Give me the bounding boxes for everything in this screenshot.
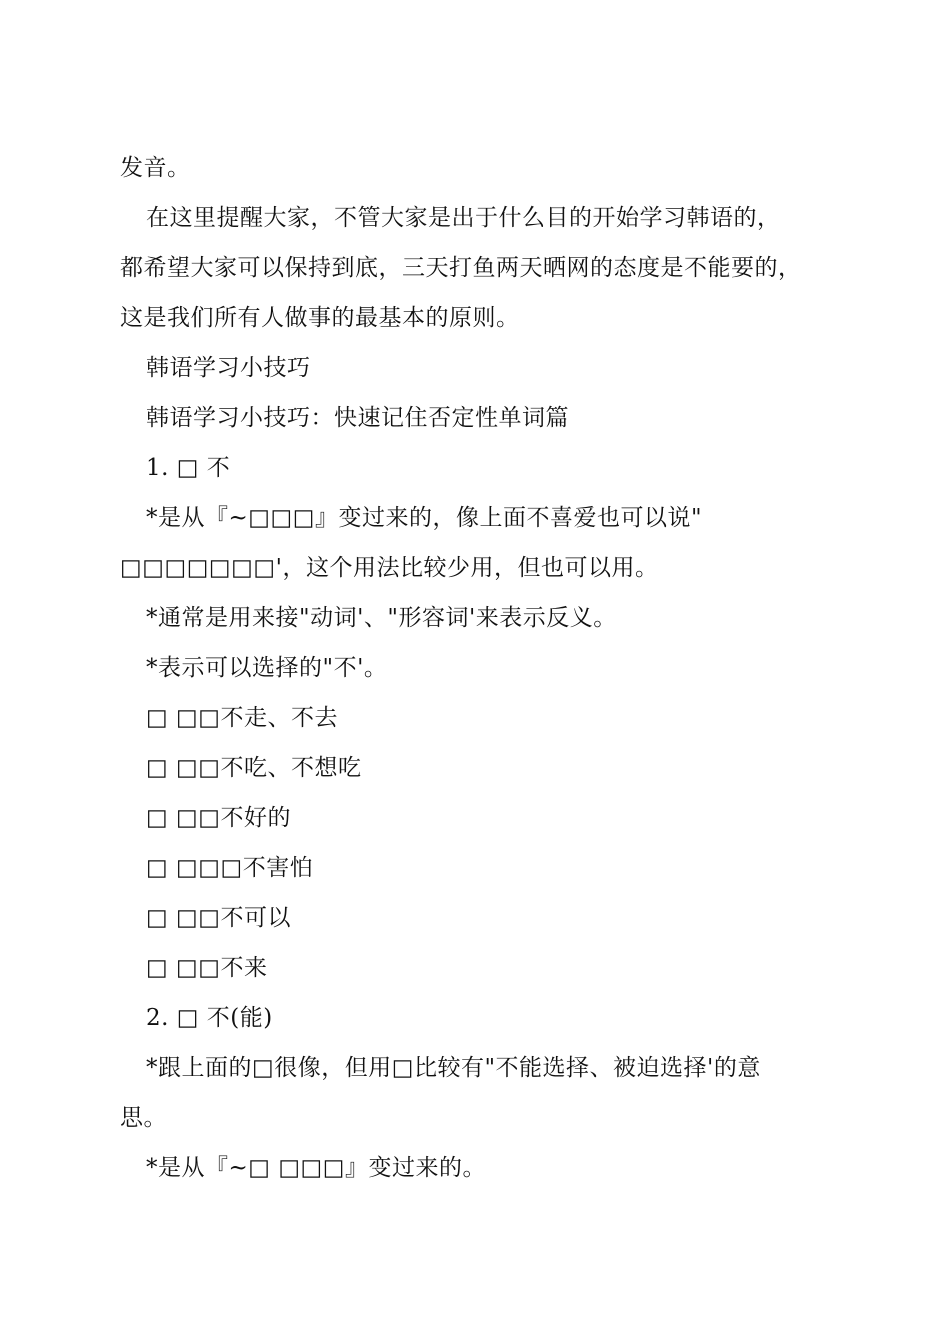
paragraph-line-2: 在这里提醒大家，不管大家是出于什么目的开始学习韩语的， — [146, 205, 781, 231]
example-line-4: □ □□□不害怕 — [146, 855, 314, 881]
example-line-1: □ □□不走、不去 — [146, 705, 339, 731]
section-heading: 韩语学习小技巧 — [146, 355, 311, 381]
paragraph-line-3: 都希望大家可以保持到底，三天打鱼两天晒网的态度是不能要的， — [120, 255, 802, 281]
list-item-1-note-3: *表示可以选择的"不'。 — [146, 655, 388, 681]
example-line-6: □ □□不来 — [146, 955, 268, 981]
section-subheading: 韩语学习小技巧：快速记住否定性单词篇 — [146, 405, 569, 431]
list-item-1-title: 1. □ 不 — [146, 455, 231, 481]
list-item-1-note-1-cont: □□□□□□□'，这个用法比较少用，但也可以用。 — [120, 555, 659, 581]
paragraph-line-4: 这是我们所有人做事的最基本的原则。 — [120, 305, 520, 331]
example-line-3: □ □□不好的 — [146, 805, 292, 831]
example-line-2: □ □□不吃、不想吃 — [146, 755, 362, 781]
list-item-2-note-2: *是从『~□ □□□』变过来的。 — [146, 1155, 487, 1181]
list-item-2-note-1: *跟上面的□很像，但用□比较有"不能选择、被迫选择'的意 — [146, 1055, 761, 1081]
list-item-2-title: 2. □ 不(能) — [146, 1005, 273, 1031]
list-item-1-note-1: *是从『~□□□』变过来的，像上面不喜爱也可以说" — [146, 505, 703, 531]
list-item-2-note-1-cont: 思。 — [120, 1105, 167, 1131]
paragraph-line-1: 发音。 — [120, 155, 191, 181]
list-item-1-note-2: *通常是用来接"动词'、"形容词'来表示反义。 — [146, 605, 617, 631]
example-line-5: □ □□不可以 — [146, 905, 292, 931]
